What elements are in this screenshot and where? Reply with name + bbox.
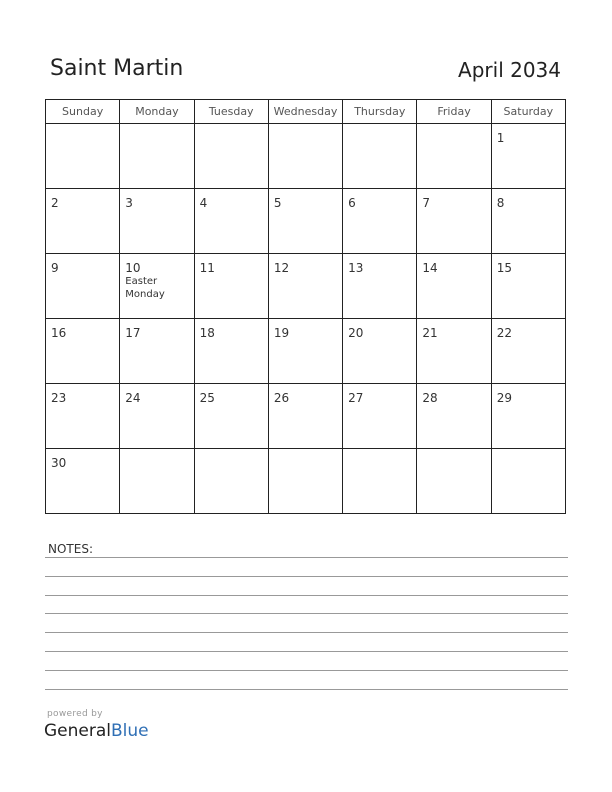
day-number <box>417 124 490 131</box>
day-cell[interactable] <box>491 384 565 449</box>
day-cell[interactable] <box>46 319 120 384</box>
day-number: 30 <box>51 456 67 470</box>
day-cell[interactable] <box>268 254 342 319</box>
week-row <box>46 124 566 189</box>
day-number: 10 <box>125 261 141 275</box>
day-number <box>195 449 268 456</box>
day-cell[interactable] <box>417 319 491 384</box>
weekday-wednesday: Wednesday <box>268 100 342 124</box>
day-number: 9 <box>51 261 59 275</box>
day-cell[interactable] <box>194 124 268 189</box>
calendar-grid <box>45 99 566 514</box>
day-cell[interactable] <box>343 189 417 254</box>
day-number: 16 <box>51 326 67 340</box>
logo-blue-text: Blue <box>111 721 149 741</box>
day-number: 17 <box>125 326 141 340</box>
day-number: 26 <box>273 391 290 405</box>
note-line <box>45 613 568 614</box>
generalblue-logo[interactable] <box>44 721 149 741</box>
day-number <box>195 124 268 131</box>
day-cell[interactable] <box>343 319 417 384</box>
weekday-saturday: Saturday <box>491 100 565 124</box>
day-number: 24 <box>125 391 141 405</box>
holiday-label: Easter <box>125 276 158 287</box>
day-cell[interactable] <box>491 449 565 514</box>
day-number: 14 <box>422 261 438 275</box>
day-cell[interactable] <box>194 189 268 254</box>
day-number <box>343 449 416 456</box>
day-cell[interactable] <box>120 319 194 384</box>
day-cell[interactable] <box>268 319 342 384</box>
day-cell[interactable] <box>491 254 565 319</box>
day-number <box>120 124 193 131</box>
weekday-monday: Monday <box>120 100 194 124</box>
note-line <box>45 576 568 577</box>
note-line <box>45 670 568 671</box>
country-title: Saint Martin <box>50 56 184 81</box>
day-cell[interactable] <box>194 319 268 384</box>
day-cell[interactable] <box>268 189 342 254</box>
day-number: 12 <box>273 261 290 275</box>
day-cell[interactable] <box>46 449 120 514</box>
day-number: 4 <box>199 196 208 210</box>
day-number: 19 <box>273 326 290 340</box>
day-number: 2 <box>51 196 59 210</box>
day-cell[interactable] <box>491 124 565 189</box>
day-cell[interactable] <box>417 254 491 319</box>
day-number: 1 <box>496 131 505 145</box>
week-row <box>46 319 566 384</box>
day-cell[interactable] <box>46 254 120 319</box>
weekday-header-row <box>46 100 566 124</box>
day-number: 20 <box>348 326 364 340</box>
weekday-tuesday: Tuesday <box>194 100 268 124</box>
day-cell[interactable] <box>194 449 268 514</box>
note-line <box>45 651 568 652</box>
day-cell[interactable] <box>120 124 194 189</box>
day-cell[interactable] <box>343 384 417 449</box>
note-line <box>45 557 568 558</box>
day-cell[interactable] <box>268 384 342 449</box>
day-number: 25 <box>199 391 215 405</box>
note-line <box>45 689 568 690</box>
day-number: 7 <box>422 196 431 210</box>
week-row <box>46 189 566 254</box>
day-number: 15 <box>496 261 512 275</box>
day-number <box>120 449 193 456</box>
day-number: 18 <box>199 326 215 340</box>
day-number <box>343 124 416 131</box>
note-line <box>45 632 568 633</box>
day-cell[interactable] <box>194 254 268 319</box>
day-number <box>269 449 342 456</box>
day-number: 8 <box>496 196 505 210</box>
day-cell[interactable] <box>120 384 194 449</box>
day-cell[interactable] <box>46 189 120 254</box>
weekday-thursday: Thursday <box>343 100 417 124</box>
day-cell[interactable] <box>417 449 491 514</box>
day-number <box>417 449 490 456</box>
day-cell[interactable] <box>343 124 417 189</box>
week-row <box>46 384 566 449</box>
month-year-title: April 2034 <box>458 58 561 82</box>
day-cell[interactable] <box>417 189 491 254</box>
day-cell[interactable] <box>268 449 342 514</box>
day-number: 29 <box>496 391 512 405</box>
day-cell[interactable] <box>120 189 194 254</box>
day-cell[interactable] <box>491 189 565 254</box>
day-cell[interactable] <box>417 384 491 449</box>
day-cell[interactable] <box>120 254 194 319</box>
week-row <box>46 254 566 319</box>
day-number: 13 <box>348 261 364 275</box>
weekday-friday: Friday <box>417 100 491 124</box>
day-number: 28 <box>422 391 438 405</box>
day-cell[interactable] <box>46 124 120 189</box>
day-number <box>46 124 119 131</box>
day-number: 21 <box>422 326 438 340</box>
note-line <box>45 595 568 596</box>
day-cell[interactable] <box>120 449 194 514</box>
day-number <box>269 124 342 131</box>
notes-label: NOTES: <box>48 542 93 556</box>
day-cell[interactable] <box>417 124 491 189</box>
day-number: 3 <box>125 196 133 210</box>
day-number: 23 <box>51 391 67 405</box>
day-number: 6 <box>348 196 356 210</box>
weekday-sunday: Sunday <box>46 100 120 124</box>
logo-general-text: General <box>44 721 111 741</box>
powered-by-text: powered by <box>47 709 103 719</box>
day-number <box>492 449 565 456</box>
day-cell[interactable] <box>46 384 120 449</box>
day-cell[interactable] <box>194 384 268 449</box>
day-number: 5 <box>273 196 282 210</box>
week-row <box>46 449 566 514</box>
day-cell[interactable] <box>343 254 417 319</box>
day-number: 22 <box>496 326 512 340</box>
day-cell[interactable] <box>491 319 565 384</box>
holiday-label: Monday <box>125 289 165 300</box>
day-number: 11 <box>199 261 215 275</box>
day-cell[interactable] <box>268 124 342 189</box>
day-cell[interactable] <box>343 449 417 514</box>
day-number: 27 <box>348 391 364 405</box>
